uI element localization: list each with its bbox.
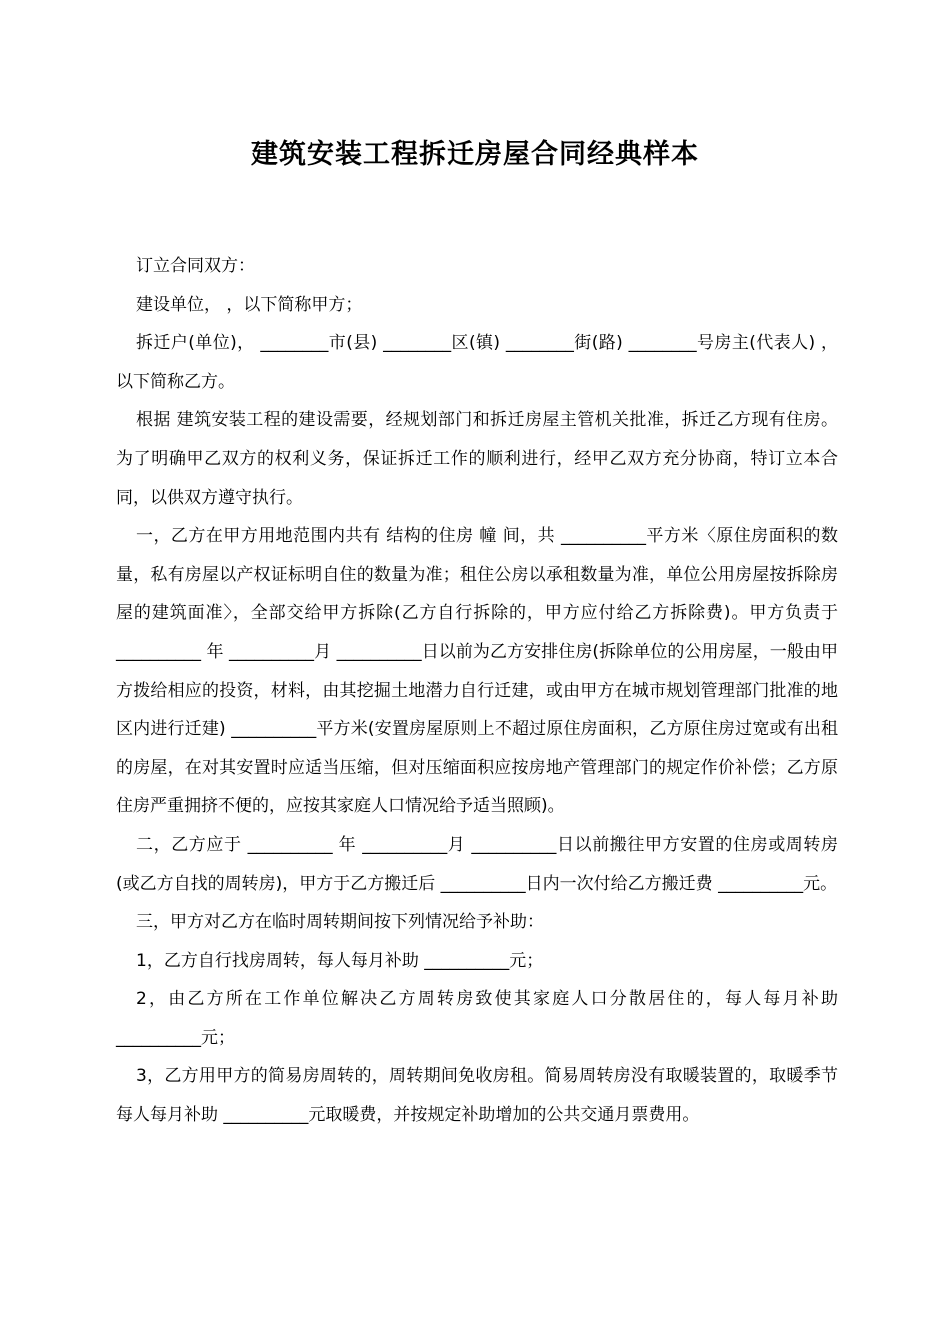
paragraph-clause-3-item-3: 3，乙方用甲方的简易房周转的，周转期间免收房租。简易周转房没有取暖装置的，取暖季节每人每月补助 __________元取暖费，并按规定补助增加的公共交通月票费用。: [116, 1066, 838, 1126]
document-title: 建筑安装工程拆迁房屋合同经典样本: [251, 139, 699, 170]
paragraph-parties-intro: 订立合同双方：: [136, 256, 255, 276]
paragraph-clause-3-item-1: 1，乙方自行找房周转，每人每月补助 __________元；: [136, 950, 544, 971]
paragraph-preamble: 根据 建筑安装工程的建设需要，经规划部门和拆迁房屋主管机关批准，拆迁乙方现有住房。为了明确甲乙双方的权利义务，保证拆迁工作的顺利进行，经甲乙双方充分协商，特订立本合同，以供双方遵守执行。: [116, 410, 838, 508]
paragraph-party-b: 拆迁户(单位)， ________市(县) ________区(镇) ________街(路) ________号房主(代表人) ，以下简称乙方。: [116, 333, 838, 392]
paragraph-clause-3: 三，甲方对乙方在临时周转期间按下列情况给予补助：: [136, 912, 544, 933]
paragraph-clause-1: 一，乙方在甲方用地范围内共有 结构的住房 幢 间，共 __________平方米〈原住房面积的数量，私有房屋以产权证标明自住的数量为准；租住公房以承租数量为准，单位公用房屋按拆除房屋的建筑面准〉，全部交给甲方拆除(乙方自行拆除的，甲方应付给乙方拆除费)。甲方负责于 __________ 年 __________月 __________日以前为乙方安排住房(拆除单位的公用房屋，一般由甲方拨给相应的投资，材料，由其挖掘土地潜力自行迁建，或由甲方在城市规划管理部门批准的地区内进行迁建) __________平方米(安置房屋原则上不超过原住房面积，乙方原住房过宽或有出租的房屋，在对其安置时应适当压缩，但对压缩面积应按房地产管理部门的规定作价补偿；乙方原住房严重拥挤不便的，应按其家庭人口情况给予适当照顾)。: [116, 526, 838, 817]
paragraph-clause-3-item-2: 2，由乙方所在工作单位解决乙方周转房致使其家庭人口分散居住的，每人每月补助 __________元；: [116, 989, 838, 1048]
paragraph-clause-2: 二，乙方应于 __________ 年 __________月 __________日以前搬往甲方安置的住房或周转房(或乙方自找的周转房)，甲方于乙方搬迁后 __________日内一次付给乙方搬迁费 __________元。: [116, 834, 838, 894]
document-body: [116, 247, 838, 1135]
paragraph-party-a: 建设单位， ，以下简称甲方；: [136, 294, 363, 315]
